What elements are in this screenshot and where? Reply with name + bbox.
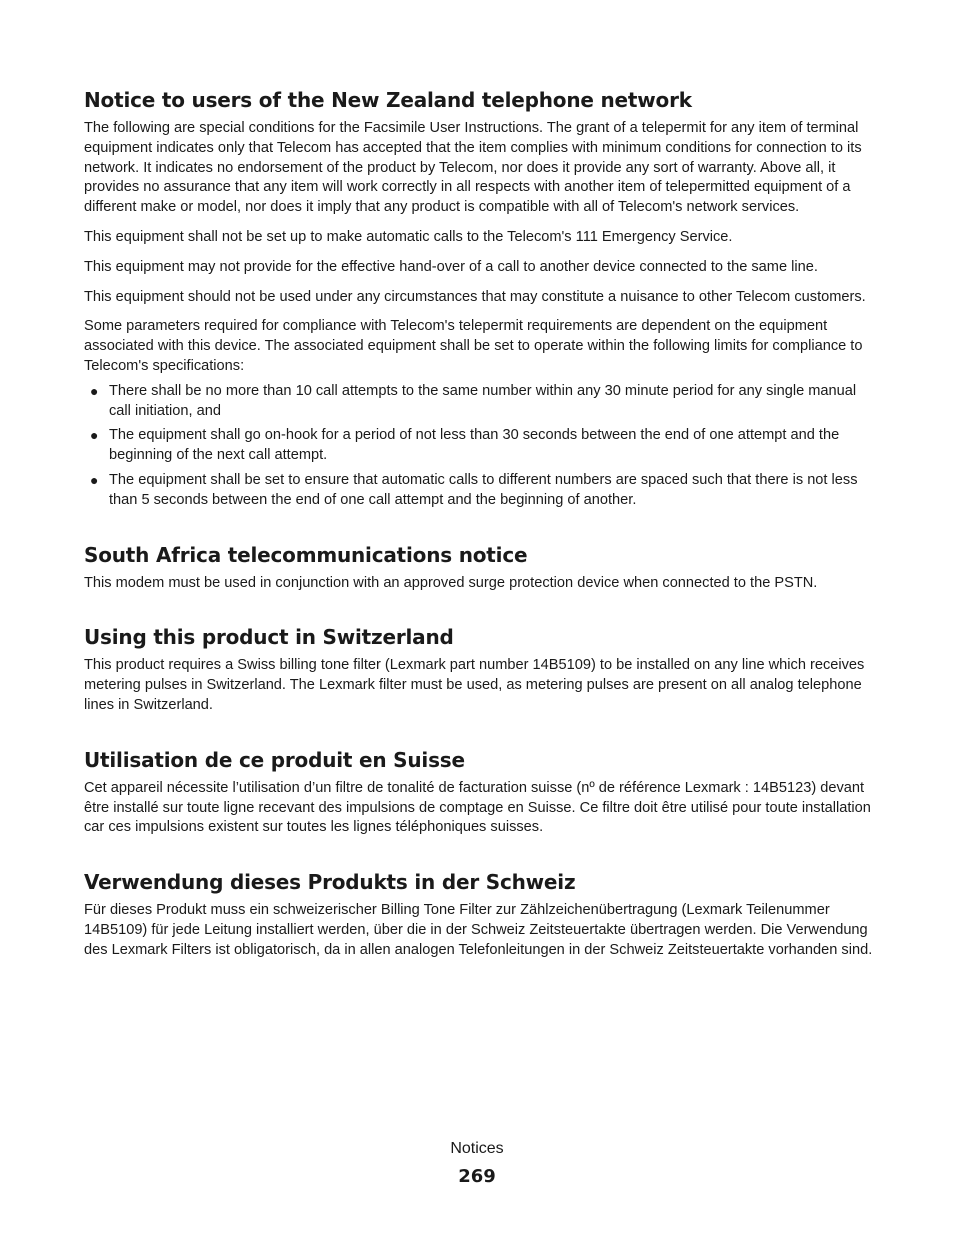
section-title: Notice to users of the New Zealand telephone network [84, 88, 692, 112]
section-switzerland-de [84, 868, 874, 960]
paragraph: Für dieses Produkt muss ein schweizerischer Billing Tone Filter zur Zählzeichenübertragung (Lexmark Teilenummer 14B5109) für jede Leitung installiert werden, über die in der Schweiz Zeitsteuertakte übertragen werden. Die Verwendung des Lexmark Filters ist obligatorisch, da in allen analogen Telefonleitungen in der Schweiz Zeitsteuertakte vorhanden sind. [84, 902, 873, 958]
paragraph: This equipment shall not be set up to make automatic calls to the Telecom's 111 Emergency Service. [84, 228, 733, 245]
bullet-icon: ● [90, 427, 99, 444]
list-item-text: There shall be no more than 10 call attempts to the same number within any 30 minute period for any single manual call initiation, and [109, 382, 857, 419]
paragraph: Cet appareil nécessite l’utilisation d’un filtre de tonalité de facturation suisse (nº de référence Lexmark : 14B5123) devant être installé sur toute ligne recevant des impulsions de comptage en Suisse. Ce filtre doit être utilisé pour toute installation car ces impulsions existent sur toutes les lignes téléphoniques suisses. [84, 779, 871, 836]
section-switzerland-en [84, 623, 874, 715]
section-south-africa [84, 541, 874, 594]
list-item [84, 426, 874, 466]
paragraph: The following are special conditions for the Facsimile User Instructions. The grant of a telepermit for any item of terminal equipment indicates only that Telecom has accepted that the item complies with minimum conditions for connection to its network. It indicates no endorsement of the product by Telecom, nor does it provide any sort of warranty. Above all, it provides no assurance that any item will work correctly in all respects with another item of telepermitted equipment of a different make or model, nor does it imply that any product is compatible with all of Telecom's network services. [84, 120, 862, 216]
list-item-text: The equipment shall be set to ensure that automatic calls to different numbers are spaced such that there is not less than 5 seconds between the end of one call attempt and the beginning of another. [109, 471, 858, 508]
bullet-icon: ● [90, 382, 99, 399]
page-content [84, 86, 874, 971]
footer-label: Notices [450, 1140, 504, 1157]
section-title: Verwendung dieses Produkts in der Schweiz [84, 870, 576, 895]
section-switzerland-fr [84, 746, 874, 838]
section-title: Utilisation de ce produit en Suisse [84, 747, 465, 772]
page-number: 269 [458, 1166, 496, 1187]
paragraph: Some parameters required for compliance with Telecom's telepermit requirements are dependent on the equipment associated with this device. The associated equipment shall be set to operate within the following limits for compliance to Telecom's specifications: [84, 318, 863, 374]
paragraph: This modem must be used in conjunction with an approved surge protection device when connected to the PSTN. [84, 574, 818, 591]
section-title: South Africa telecommunications notice [84, 542, 528, 567]
section-new-zealand [84, 86, 874, 511]
list-item [84, 382, 874, 422]
section-title: Using this product in Switzerland [84, 625, 454, 650]
bullet-list [84, 382, 874, 511]
bullet-icon: ● [90, 471, 99, 488]
list-item [84, 471, 874, 511]
paragraph: This equipment should not be used under any circumstances that may constitute a nuisance to other Telecom customers. [84, 288, 866, 305]
page-footer [0, 1138, 954, 1190]
paragraph: This equipment may not provide for the effective hand-over of a call to another device connected to the same line. [84, 258, 818, 275]
list-item-text: The equipment shall go on-hook for a period of not less than 30 seconds between the end of one attempt and the beginning of the next call attempt. [109, 427, 840, 464]
paragraph: This product requires a Swiss billing tone filter (Lexmark part number 14B5109) to be installed on any line which receives metering pulses in Switzerland. The Lexmark filter must be used, as metering pulses are present on all analog telephone lines in Switzerland. [84, 657, 865, 713]
